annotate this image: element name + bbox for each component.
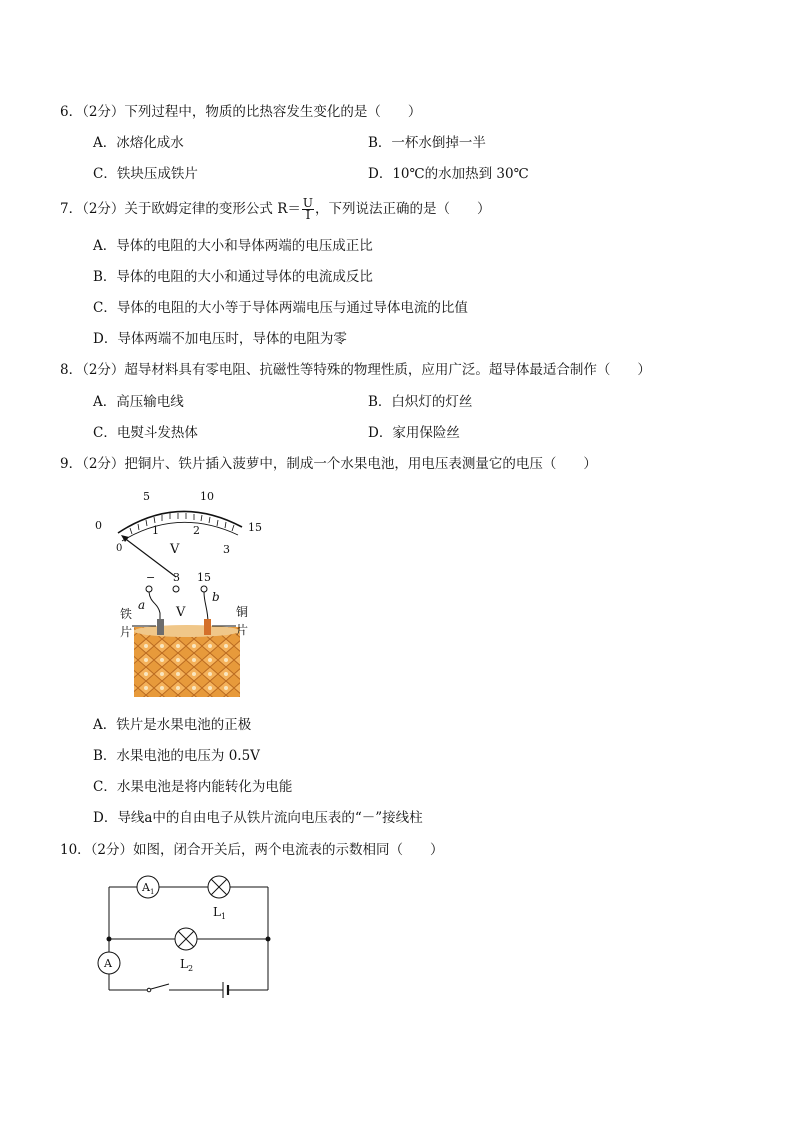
iron-label-2: 片 (120, 625, 133, 639)
q6-option-b: B．一杯水倒掉一半 (368, 135, 486, 151)
parallel-circuit-diagram (95, 870, 280, 1000)
iron-label-1: 铁 (120, 607, 133, 621)
junction-left-dot (107, 937, 112, 942)
meter-symbol-v: V (170, 542, 180, 557)
q7-option-d: D．导体两端不加电压时，导体的电阻为零 (93, 331, 347, 347)
q9-option-d: D．导线a中的自由电子从铁片流向电压表的“－”接线柱 (93, 810, 423, 826)
pineapple-top (134, 625, 240, 637)
fraction-numerator: U (302, 196, 314, 210)
ammeter-a1-label: $A_1$ (142, 881, 155, 896)
outer-scale-0: 0 (95, 519, 102, 532)
inner-scale-0: 0 (116, 543, 123, 554)
q9-stem: 9．（2分）把铜片、铁片插入菠萝中，制成一个水果电池，用电压表测量它的电压（ ） (60, 456, 597, 472)
pineapple-image (134, 627, 240, 697)
q6-option-c: C．铁块压成铁片 (93, 166, 198, 182)
q6-stem: 6．（2分）下列过程中，物质的比热容发生变化的是（ ） (60, 104, 422, 120)
q9-option-b: B．水果电池的电压为 0.5V (93, 748, 260, 764)
ammeter-main-label: A (104, 957, 112, 970)
junction-right-dot (266, 937, 271, 942)
inner-scale-3: 3 (223, 543, 230, 556)
inner-scale-1: 1 (152, 524, 159, 537)
terminal-minus-label: − (146, 571, 156, 584)
wire-a-label: a (138, 598, 146, 612)
q8-stem: 8．（2分）超导材料具有零电阻、抗磁性等特殊的物理性质，应用广泛。超导体最适合制作（ ） (60, 362, 651, 378)
q7-option-c: C．导体的电阻的大小等于导体两端电压与通过导体电流的比值 (93, 300, 468, 316)
q10-stem: 10．（2分）如图，闭合开关后，两个电流表的示数相同（ ） (60, 842, 444, 858)
lamp-l2-label: $L_2$ (180, 957, 194, 973)
iron-plate (157, 619, 164, 635)
terminal-3-icon (173, 586, 179, 592)
q9-option-c: C．水果电池是将内能转化为电能 (93, 779, 293, 795)
inner-scale-2: 2 (193, 524, 200, 537)
dial-inner-arc (122, 522, 238, 541)
wire-b-label: b (212, 590, 220, 604)
wire-a (149, 592, 160, 623)
q7-stem-part-a: 7．（2分）关于欧姆定律的变形公式 R＝ (60, 201, 301, 217)
terminal-15-label: 15 (197, 571, 211, 584)
lamp-l1-label: $L_1$ (213, 905, 227, 921)
wire-b (204, 592, 208, 623)
fraction-denominator: I (305, 208, 311, 222)
outer-scale-5: 5 (143, 490, 150, 503)
q8-option-d: D．家用保险丝 (368, 425, 460, 441)
q8-option-a: A．高压输电线 (93, 394, 184, 410)
meter-body-symbol-v: V (176, 605, 186, 620)
switch-pivot (147, 988, 151, 992)
switch-lever (151, 984, 169, 989)
terminal-3-label: 3 (173, 571, 180, 584)
q7-stem-part-b: ，下列说法正确的是（ ） (315, 201, 491, 217)
ohm-formula-fraction (302, 198, 314, 221)
voltmeter-fruit-battery-figure (90, 485, 280, 700)
copper-plate (204, 619, 211, 635)
q7-stem (60, 198, 491, 221)
terminal-15-icon (201, 586, 207, 592)
q9-option-a: A．铁片是水果电池的正极 (93, 717, 252, 733)
terminal-minus-icon (146, 586, 152, 592)
outer-scale-15: 15 (248, 521, 262, 534)
outer-scale-10: 10 (200, 490, 214, 503)
q6-option-a: A．冰熔化成水 (93, 135, 184, 151)
q8-option-c: C．电熨斗发热体 (93, 425, 198, 441)
q6-option-d: D．10℃的水加热到 30℃ (368, 166, 529, 182)
q7-option-b: B．导体的电阻的大小和通过导体的电流成反比 (93, 269, 373, 285)
q7-option-a: A．导体的电阻的大小和导体两端的电压成正比 (93, 238, 373, 254)
copper-label-1: 铜 (236, 605, 249, 619)
q8-option-b: B．白炽灯的灯丝 (368, 394, 473, 410)
copper-label-2: 片 (236, 623, 249, 637)
